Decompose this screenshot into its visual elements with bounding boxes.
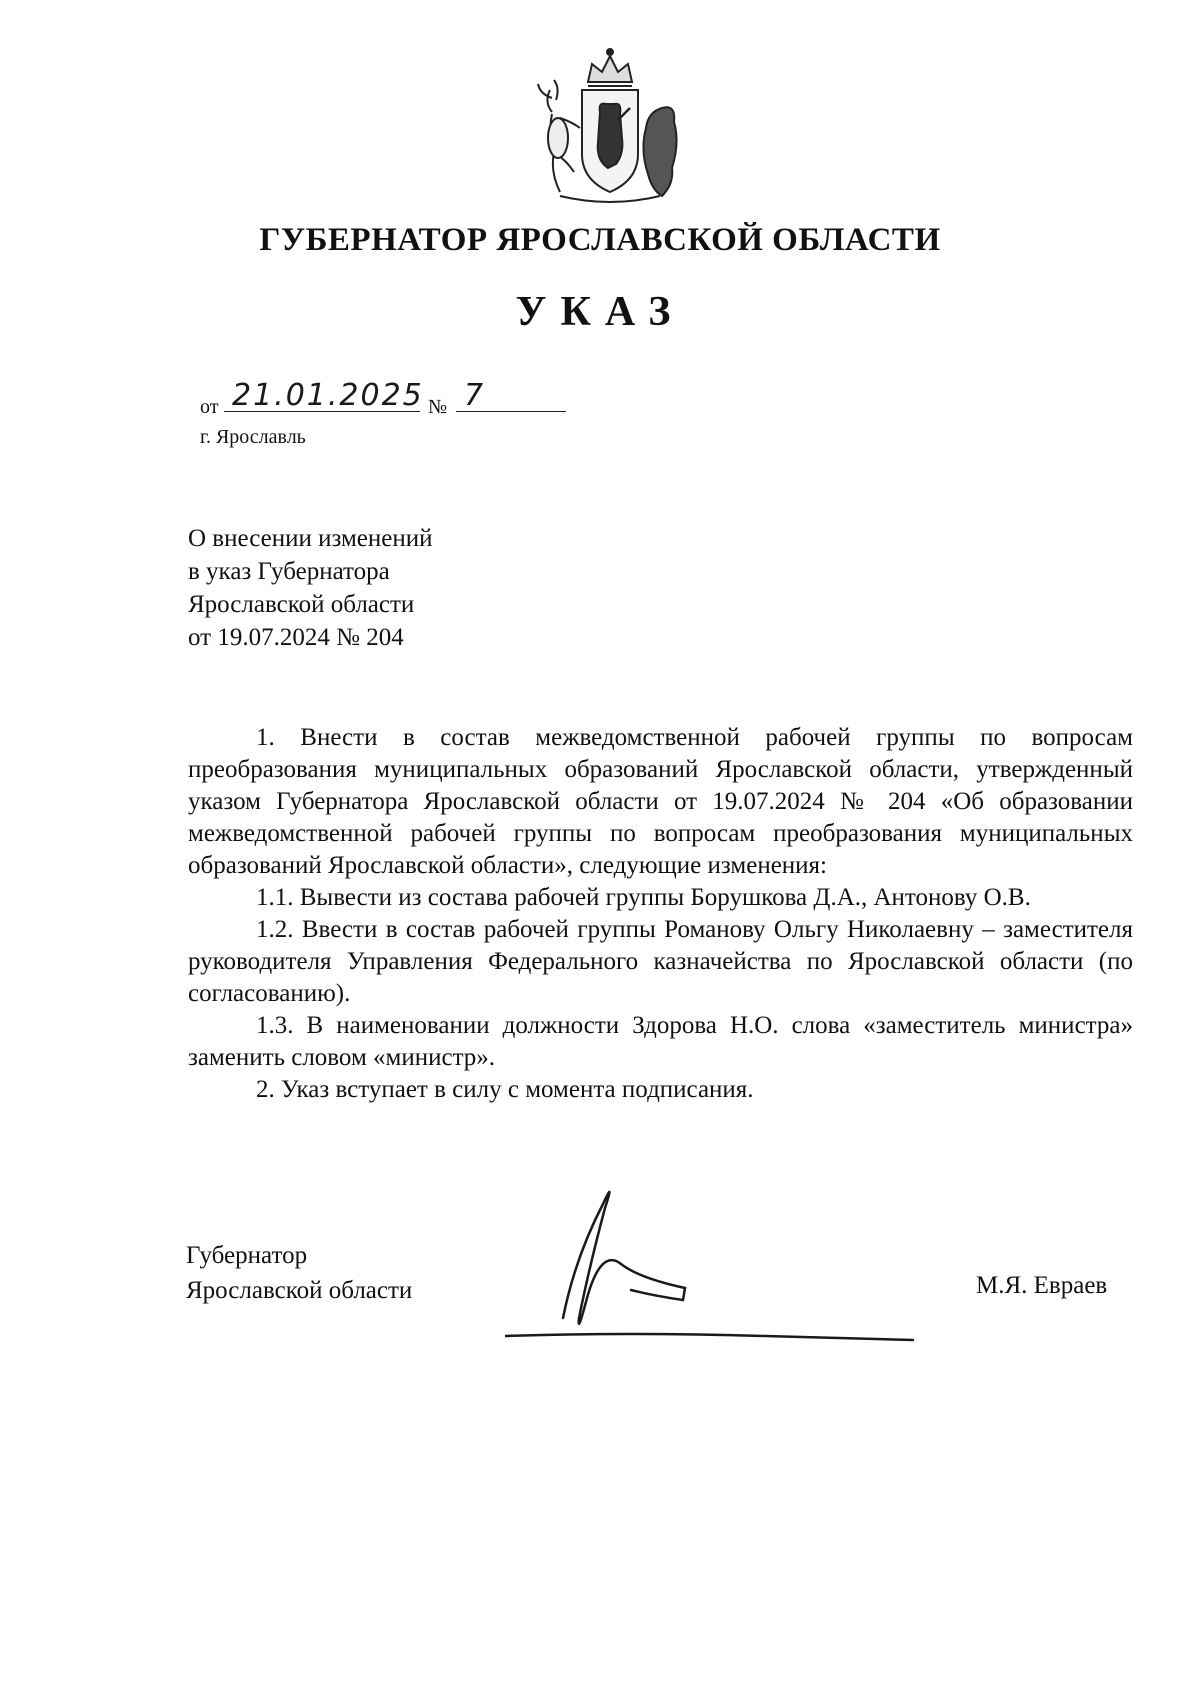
signatory-title-line: Губернатор xyxy=(186,1242,308,1269)
subject-line: от 19.07.2024 № 204 xyxy=(188,624,404,651)
coat-of-arms-icon xyxy=(530,42,690,210)
paragraph-2: 2. Указ вступает в силу с момента подписания. xyxy=(256,1076,754,1103)
date-prefix: от xyxy=(200,396,219,418)
signatory-title xyxy=(186,1238,412,1308)
signatory-name: М.Я. Евраев xyxy=(976,1272,1108,1299)
document-subject xyxy=(188,522,433,654)
number-value-handwritten: 7 xyxy=(456,378,566,412)
number-prefix: № xyxy=(428,396,448,418)
subject-line: в указ Губернатора xyxy=(188,558,390,585)
handwritten-signature xyxy=(505,1168,915,1348)
paragraph-1-3: 1.3. В наименовании должности Здорова Н.О. слова «заместитель министра» заменить словом «министр». xyxy=(188,1012,1133,1071)
date-value-handwritten: 21.01.2025 xyxy=(224,378,420,412)
city-label: г. Ярославль xyxy=(200,426,306,448)
signatory-title-line: Ярославской области xyxy=(186,1277,413,1304)
paragraph-1-1: 1.1. Вывести из состава рабочей группы Борушкова Д.А., Антонову О.В. xyxy=(256,884,1031,911)
subject-line: О внесении изменений xyxy=(188,525,433,552)
paragraph-1-2: 1.2. Ввести в состав рабочей группы Романову Ольгу Николаевну – заместителя руководителя Управления Федерального казначейства по Ярославской области (по согласованию). xyxy=(188,916,1133,1007)
paragraph-1: 1. Внести в состав межведомственной рабочей группы по вопросам преобразования муниципальных образований Ярославской области, утвержденный указом Губернатора Ярославской области от 19.07.2024 № 204 «Об образовании межведомственной рабочей группы по вопросам преобразования муниципальных образований Ярославской области», следующие изменения: xyxy=(188,724,1133,879)
decree-body xyxy=(188,722,1133,1106)
authority-heading: ГУБЕРНАТОР ЯРОСЛАВСКОЙ ОБЛАСТИ xyxy=(259,222,941,258)
subject-line: Ярославской области xyxy=(188,591,415,618)
document-type-heading: УКАЗ xyxy=(515,289,685,335)
